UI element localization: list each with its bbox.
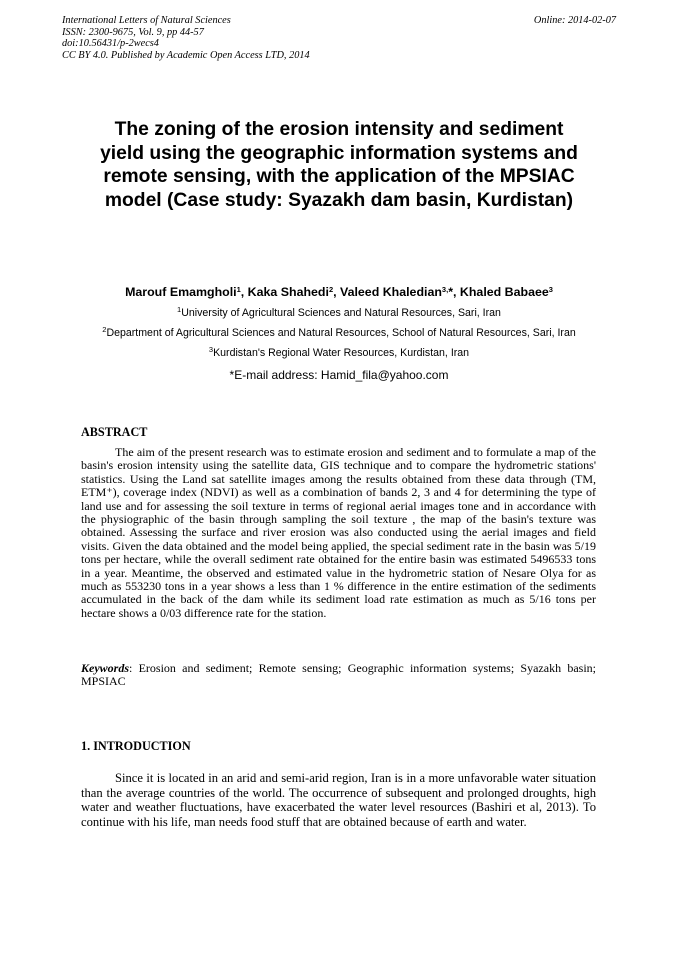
license-line: CC BY 4.0. Published by Academic Open Access LTD, 2014 (62, 49, 310, 61)
abstract-heading: ABSTRACT (81, 425, 148, 439)
author-sup: 2 (328, 285, 334, 294)
introduction-text: Since it is located in an arid and semi-arid region, Iran is in a more unfavorable water situation than the average countries of the world. The occurrence of subsequent and prolonged droughts, high water and weather fluctuations, have exacerbated the water level resources (Bashiri et al, 2013). To continue with his life, man needs food stuff that are obtained because of earth and water. (81, 771, 596, 829)
doi-line: doi:10.56431/p-2wecs4 (62, 38, 159, 49)
affiliation-text: University of Agricultural Sciences and Natural Resources, Sari, Iran (181, 307, 501, 319)
affiliation-sup: 2 (102, 325, 107, 334)
affiliation-sup: 3 (208, 345, 214, 354)
author-sep: , (240, 285, 248, 299)
keywords-block (81, 662, 596, 689)
author-sep: , (333, 285, 340, 299)
affiliation (0, 327, 678, 339)
author-sup: 1 (236, 285, 241, 294)
online-date: Online: 2014-02-07 (533, 15, 616, 26)
contact-email: *E-mail address: Hamid_fila@yahoo.com (229, 368, 449, 382)
title-line: remote sensing, with the application of the MPSIAC (103, 166, 575, 187)
affiliation (0, 307, 678, 319)
abstract-text: The aim of the present research was to estimate erosion and sediment and to formulate a map of the basin's erosion intensity using the satellite data, GIS technique and to compare the hydrometric stations' statistics. Using the Land sat satellite images among the results obtained from these data through (TM, ETM⁺), coverage index (NDVI) as well as a combination of bands 2, 3 and 4 for determining the type of land use and for assessing the soil texture in terms of regional aerial images tone and in accordance with the physiographic of the basin through sampling the soil texture , the map of the basin's texture was obtained. Assessing the surface and river erosion was also conducted using the aerial images and field visits. Given the data obtained and the model being applied, the special sediment rate in the basin was 5/19 tons per hectare, while the overall sediment rate obtained for the entire basin was estimated 5496533 tons in a year. Meantime, the observed and estimated value in the hydrometric station of Nesare Olya for as much as 553230 tons in a year shows a less than 1 % difference in the entire estimation of the sediments accumulated in the back of the dam while its sediment load rate estimation as much as 5/16 tons per hectare shows a 0/03 difference rate for the station. (81, 445, 596, 620)
author-name: Marouf Emamgholi (125, 285, 237, 299)
author-sep: *, (448, 285, 460, 299)
author-sup: 3 (548, 285, 553, 294)
title-line: model (Case study: Syazakh dam basin, Kurdistan) (104, 189, 574, 211)
paper-title (70, 118, 608, 212)
title-line: yield using the geographic information systems and (100, 142, 578, 164)
affiliation (0, 347, 678, 359)
keywords-label: Keywords (81, 661, 129, 675)
introduction-heading: 1. INTRODUCTION (81, 739, 191, 753)
keywords-colon: : (129, 661, 139, 675)
journal-header (62, 15, 310, 61)
issn-line: ISSN: 2300-9675, Vol. 9, pp 44-57 (62, 26, 204, 38)
affiliation-text: Kurdistan's Regional Water Resources, Kurdistan, Iran (213, 347, 470, 359)
author-name: Valeed Khaledian (340, 285, 442, 299)
affiliation-text: Department of Agricultural Sciences and Natural Resources, School of Natural Resources, Sari, Iran (106, 327, 576, 339)
title-line: The zoning of the erosion intensity and sediment (114, 119, 564, 140)
affiliation-sup: 1 (177, 305, 182, 314)
author-list (0, 285, 678, 299)
journal-name: International Letters of Natural Sciences (62, 15, 231, 26)
author-name: Kaka Shahedi (247, 285, 329, 299)
author-sup: 3, (441, 285, 449, 294)
keywords-text: Erosion and sediment; Remote sensing; Geographic information systems; Syazakh basin; MPSIAC (81, 661, 596, 689)
author-name: Khaled Babaee (459, 285, 549, 299)
